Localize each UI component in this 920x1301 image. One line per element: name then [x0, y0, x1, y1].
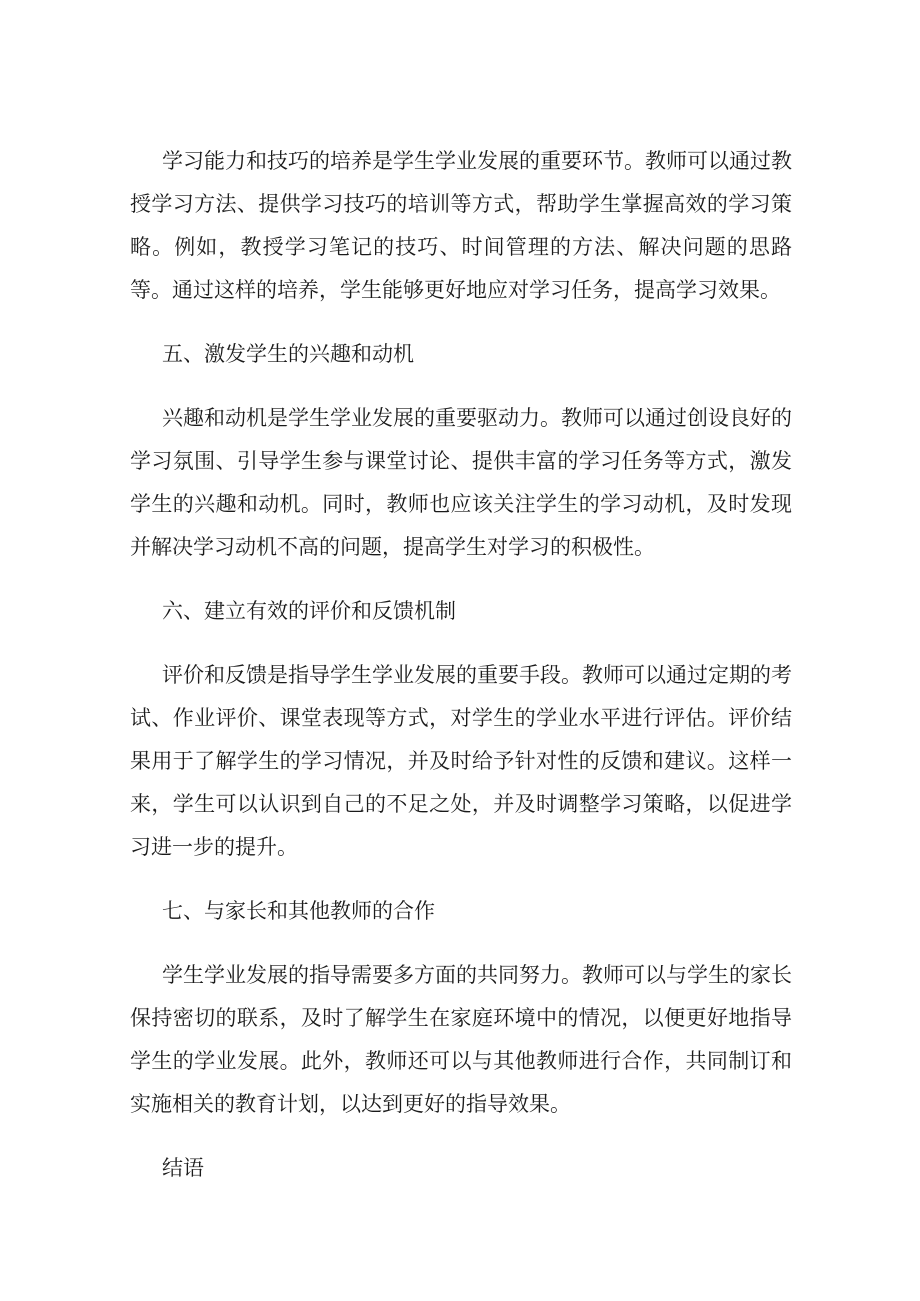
paragraph-learning-skills: 学习能力和技巧的培养是学生学业发展的重要环节。教师可以通过教授学习方法、提供学习技巧的培训等方式，帮助学生掌握高效的学习策略。例如，教授学习笔记的技巧、时间管理的方法、解决问题的思路等。通过这样的培养，学生能够更好地应对学习任务，提高学习效果。 [130, 149, 792, 302]
paragraph-interest-motivation: 兴趣和动机是学生学业发展的重要驱动力。教师可以通过创设良好的学习氛围、引导学生参与课堂讨论、提供丰富的学习任务等方式，激发学生的兴趣和动机。同时，教师也应该关注学生的学习动机，及时发现并解决学习动机不高的问题，提高学生对学习的积极性。 [130, 406, 792, 559]
section-heading-conclusion: 结语 [162, 1156, 204, 1180]
paragraph-evaluation-feedback: 评价和反馈是指导学生学业发展的重要手段。教师可以通过定期的考试、作业评价、课堂表现等方式，对学生的学业水平进行评估。评价结果用于了解学生的学习情况，并及时给予针对性的反馈和建议。这样一来，学生可以认识到自己的不足之处，并及时调整学习策略，以促进学习进一步的提升。 [130, 663, 792, 859]
section-heading-interest-motivation: 五、激发学生的兴趣和动机 [162, 342, 414, 366]
section-heading-cooperation: 七、与家长和其他教师的合作 [162, 899, 435, 923]
paragraph-cooperation: 学生学业发展的指导需要多方面的共同努力。教师可以与学生的家长保持密切的联系，及时了解学生在家庭环境中的情况，以便更好地指导学生的学业发展。此外，教师还可以与其他教师进行合作，共同制订和实施相关的教育计划，以达到更好的指导效果。 [130, 963, 792, 1116]
section-heading-evaluation-feedback: 六、建立有效的评价和反馈机制 [162, 599, 456, 623]
document-body [130, 140, 792, 1211]
